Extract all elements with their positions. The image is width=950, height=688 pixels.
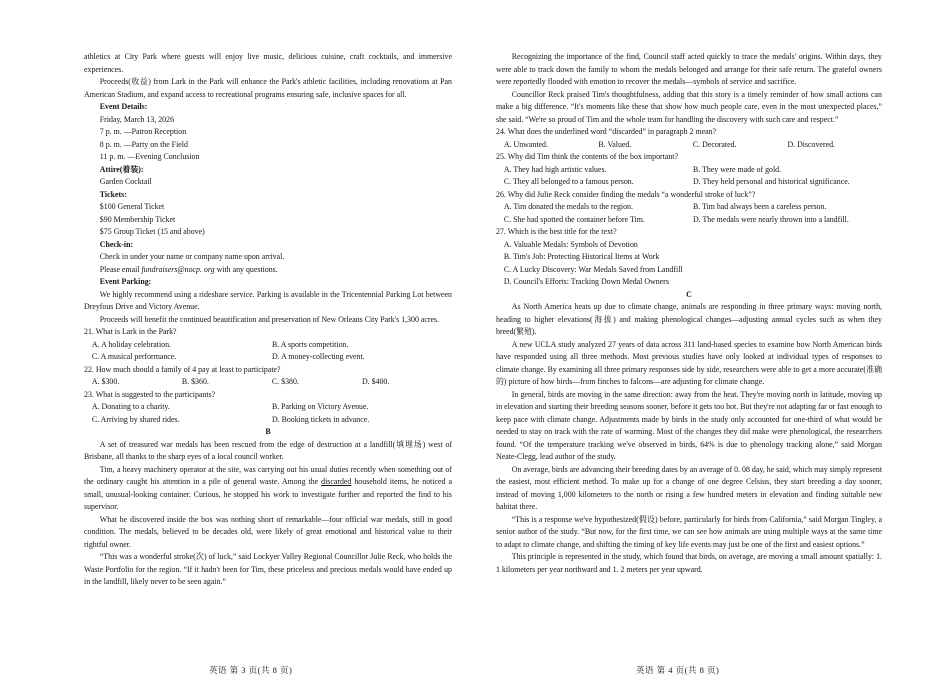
q23-options-row [84, 414, 452, 427]
passage-b-paragraph-4: “This was a wonderful stroke(次) of luck,” said Lockyer Valley Regional Councillor Julie Reck, who holds the Waste Portfolio for the region. “If it hadn't been for Tim, these priceless and precious medals would have ended up in the landfill, likely never to be seen again.” [84, 552, 452, 586]
q21-option-d: D. A money-collecting event. [271, 352, 365, 361]
q24-options-row [496, 139, 882, 152]
event-details-heading: Event Details: [99, 102, 148, 111]
passage-b-paragraph-1: A set of treasured war medals has been rescued from the edge of destruction at a landfill(填埋场) west of Brisbane, all thanks to the sharp eyes of a local council worker. [84, 439, 452, 461]
page-footer-right: 英语 第 4 页(共 8 页) [636, 665, 720, 675]
checkin-line-2 [84, 264, 452, 277]
q23-options-row [84, 401, 452, 414]
b-p2-text-b: household items, he noticed a small, unusual-looking container. Curious, he stopped his work to investigate further and reported the find to his supervisor. [84, 477, 452, 511]
q24-option-d: D. Discovered. [787, 139, 835, 149]
passage-c-paragraph-2: A new UCLA study analyzed 27 years of data across 311 land-based species to examine how North American birds have responded using all three methods. Most previous studies have only looked at individual types of responses to climate change. By examining all three primary responses side by side, researchers were able to get a more accurate(准确的) picture of how birds—from finches to falcons—are adjusting for climate change. [496, 339, 882, 386]
q21-option-b: B. A sports competition. [271, 339, 349, 349]
q25-option-a: A. They had high artistic values. [503, 164, 607, 174]
q21-option-a: A. A holiday celebration. [91, 339, 171, 349]
q26-options-row [496, 214, 882, 227]
event-line: 8 p. m. —Party on the Field [99, 139, 188, 149]
q22-option-c: C. $380. [271, 377, 299, 386]
parking-heading: Event Parking: [99, 277, 152, 286]
q27-option-c: C. A Lucky Discovery: War Medals Saved from Landfill [503, 264, 683, 274]
section-c-heading: C [686, 289, 692, 299]
q23-option-c: C. Arriving by shared rides. [91, 414, 180, 424]
q26-options-row [496, 201, 882, 214]
parking-paragraph: We highly recommend using a rideshare service. Parking is available in the Tricentennial Parking Lot between Dreyfous Drive and Victory Avenue. [84, 289, 452, 311]
checkin-heading: Check-in: [99, 239, 134, 249]
q26-option-d: D. The medals were nearly thrown into a landfill. [692, 214, 849, 224]
passage-b-paragraph-3: What he discovered inside the box was nothing short of remarkable—four official war medals, still in good condition. The medals, believed to be decades old, were likely of great emotional and historical value to their rightful owner. [84, 514, 452, 549]
proceeds-paragraph: Proceeds will benefit the continued beautification and preservation of New Orleans City Park's 1,300 acres. [99, 314, 440, 324]
q22-option-d: D. $400. [361, 377, 390, 386]
b-p2-text-a: Tim, a heavy machinery operator at the site, was carrying out his usual duties recently when something out of the ordinary caught his attention in a pile of general waste. Among the [84, 464, 452, 486]
intro-paragraph-1: athletics at City Park where guests will enjoy live music, delicious cuisine, craft cocktails, and immersive experiences. [84, 52, 452, 74]
passage-c-paragraph-6: This principle is represented in the study, which found that birds, on average, are moving a small amount spatially: 1. 1 kilometers per year northward and 1. 2 meters per year upward. [496, 552, 882, 574]
q24-option-a: A. Unwanted. [503, 139, 548, 149]
q27-option-a: A. Valuable Medals: Symbols of Devotion [503, 239, 638, 249]
q27-option-d: D. Council's Efforts: Tracking Down Medal Owners [503, 277, 669, 286]
q23-option-b: B. Parking on Victory Avenue. [271, 402, 369, 411]
event-line: 11 p. m. —Evening Conclusion [99, 152, 200, 161]
q25-option-d: D. They held personal and historical significance. [692, 177, 850, 186]
q21-options-row [84, 339, 452, 352]
q23-option-d: D. Booking tickets in advance. [271, 414, 370, 424]
q25-options-row [496, 164, 882, 177]
q25-option-c: C. They all belonged to a famous person. [503, 177, 634, 186]
ticket-line: $100 General Ticket [99, 202, 165, 211]
q22-options-row [84, 376, 452, 389]
question-27: 27. Which is the best title for the text? [496, 227, 617, 236]
checkin-email: fundraisers@nocp. org [141, 264, 215, 274]
left-page-column [84, 51, 452, 589]
event-line: Friday, March 13, 2026 [99, 114, 175, 124]
checkin-line-1: Check in under your name or company name upon arrival. [99, 252, 285, 261]
checkin-text-b: with any questions. [214, 264, 278, 274]
attire-value: Garden Cocktail [99, 177, 152, 186]
q26-option-c: C. She had spotted the container before Tim. [503, 214, 645, 224]
passage-b-paragraph-5: Recognizing the importance of the find, Council staff acted quickly to trace the medals' origins. Within days, they were able to track down the family to whom the medals belonged and arrange for their safe return. The grateful owners were reportedly flooded with emotion to recover the medals—symbols of service and sacrifice. [496, 52, 882, 86]
question-21: 21. What is Lark in the Park? [84, 327, 177, 336]
passage-b-paragraph-6: Councillor Reck praised Tim's thoughtfulness, adding that this story is a timely reminder of how small actions can make a big difference. “It's moments like these that show how much people care, even in the most unexpected places,” she said. “We're so proud of Tim and the whole team for handling the discovery with such care and respect.” [496, 89, 882, 124]
q23-option-a: A. Donating to a charity. [91, 402, 170, 411]
q21-option-c: C. A musical performance. [91, 352, 177, 361]
q24-option-b: B. Valued. [598, 139, 632, 149]
event-line: 7 p. m. —Patron Reception [99, 127, 187, 136]
q25-option-b: B. They were made of gold. [692, 164, 782, 174]
passage-c-paragraph-5: “This is a response we've hypothesized(假设) before, particularly for birds from California,” said Morgan Tingley, a senior author of the study. “But now, for the first time, we can see how animals are using multiple ways at the same time to adapt to climate change, and shifting the timing of key life events may just be one of the first and easiest options.” [496, 514, 882, 549]
q24-option-c: C. Decorated. [692, 139, 737, 149]
q22-option-b: B. $360. [181, 377, 209, 386]
question-22: 22. How much should a family of 4 pay at least to participate? [84, 364, 281, 374]
checkin-text-a: Please email [99, 264, 142, 274]
passage-c-paragraph-3: In general, birds are moving in the same direction: away from the heat. They're moving north in latitude, moving up in elevation and starting their breeding seasons sooner, before it gets too hot. But they're not adapting far or fast enough to keep pace with climate change. Adjustments made by birds in the study only accounted for one-third of what would be needed to stay on track with the rate of warming. Most of the changes they did make were phenological, the researchers found. “Of the temperature tracking we've observed in birds, 64% is due to phenology tracking alone,” said Morgan Neate-Clegg, lead author of the study. [496, 389, 882, 461]
q26-option-b: B. Tim had always been a careless person. [692, 202, 827, 211]
underlined-word-discarded: discarded [321, 477, 352, 486]
ticket-line: $75 Group Ticket (15 and above) [99, 227, 205, 236]
passage-c-paragraph-1: As North America heats up due to climate change, animals are responding in three primary ways: moving north, heading to higher elevations(海拔) and making phenological changes—adjusting annual cycles such as when they breed(繁殖). [496, 302, 882, 336]
q21-options-row [84, 351, 452, 364]
question-26: 26. Why did Julie Reck consider finding the medals “a wonderful stroke of luck”? [496, 189, 756, 199]
section-b-heading: B [265, 427, 271, 436]
q27-option-b: B. Tim's Job: Protecting Historical Items at Work [503, 252, 660, 261]
page-footer-left: 英语 第 3 页(共 8 页) [209, 665, 293, 675]
q22-option-a: A. $300. [91, 377, 120, 386]
question-25: 25. Why did Tim think the contents of the box important? [496, 152, 678, 161]
attire-heading: Attire(着装): [99, 164, 144, 174]
q26-option-a: A. Tim donated the medals to the region. [503, 202, 633, 211]
passage-c-paragraph-4: On average, birds are advancing their breeding dates by an average of 0. 08 day, he said, which may simply represent the easiest, most efficient method. To make up for a change of one degree Celsius, they start breeding a day sooner, instead of moving 1,000 kilometers to the north or rising a few hundred meters in elevation and finding suitable new habitat there. [496, 464, 883, 511]
passage-b-paragraph-2 [84, 464, 452, 514]
tickets-heading: Tickets: [99, 189, 127, 199]
question-24: 24. What does the underlined word “discarded” in paragraph 2 mean? [496, 127, 717, 136]
q25-options-row [496, 176, 882, 189]
intro-paragraph-2: Proceeds(收益) from Lark in the Park will enhance the Park's athletic facilities, including renovations at Pan American Stadium, and expand access to recreational programs ensuring safe, inclusive spaces for all. [84, 77, 452, 99]
right-page-column [496, 51, 882, 576]
question-23: 23. What is suggested to the participants? [84, 389, 216, 399]
ticket-line: $90 Membership Ticket [99, 214, 176, 224]
